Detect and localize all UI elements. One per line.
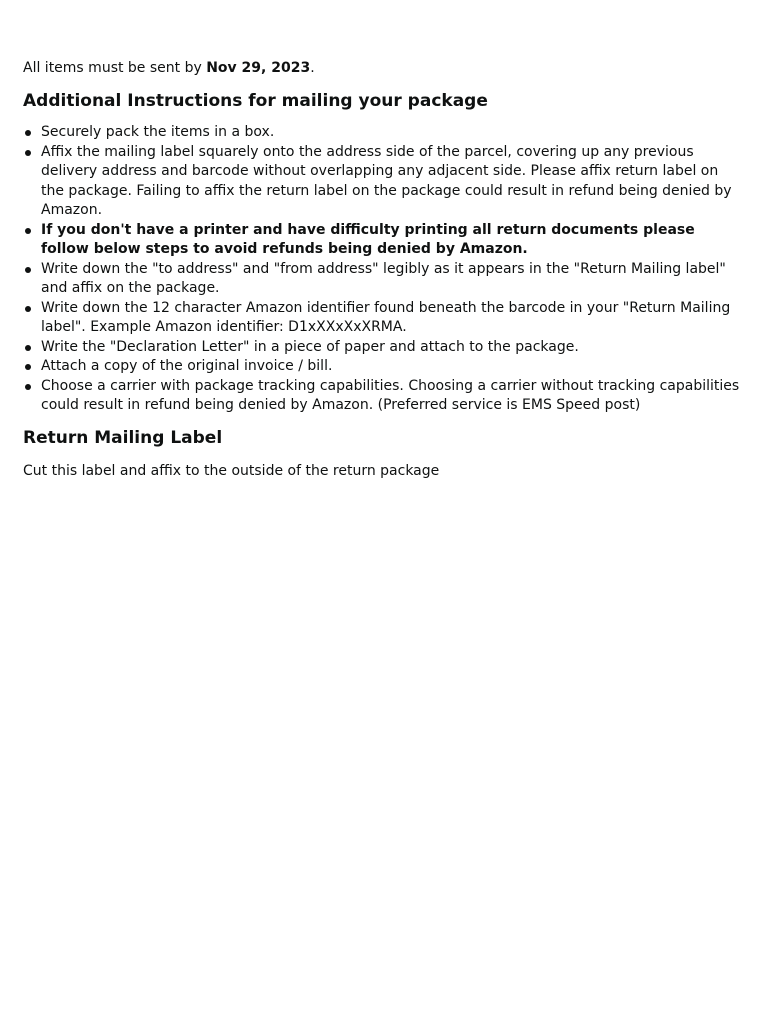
bullet-icon	[25, 345, 31, 351]
instruction-text: Attach a copy of the original invoice / bill.	[41, 358, 333, 374]
instruction-item	[23, 260, 745, 299]
bullet-icon	[25, 130, 31, 136]
deadline-prefix: All items must be sent by	[23, 60, 207, 76]
instruction-text: Securely pack the items in a box.	[41, 124, 275, 140]
return-instructions-page	[23, 58, 745, 481]
bullet-icon	[25, 267, 31, 273]
instruction-item	[23, 338, 745, 358]
deadline-date: Nov 29, 2023	[206, 60, 311, 76]
bullet-icon	[25, 228, 31, 234]
instruction-item	[23, 377, 745, 416]
instruction-text: Write down the 12 character Amazon identifier found beneath the barcode in your "Return Mailing label". Example Amazon identifier: D1xXXxXxXRMA.	[41, 299, 731, 335]
return-label-note: Cut this label and affix to the outside of the return package	[23, 462, 440, 479]
instruction-item	[23, 299, 745, 338]
instruction-text: If you don't have a printer and have difficulty printing all return documents please follow below steps to avoid refunds being denied by Amazon.	[41, 221, 695, 257]
instruction-item	[23, 357, 745, 377]
instruction-text: Write down the "to address" and "from address" legibly as it appears in the "Return Mailing label" and affix on the package.	[41, 260, 726, 296]
instruction-text: Affix the mailing label squarely onto the address side of the parcel, covering up any previous delivery address and barcode without overlapping any adjacent side. Please affix return label on the package. Failing to affix the return label on the package could result in refund being denied by Amazon.	[41, 143, 732, 218]
ship-by-deadline	[23, 58, 745, 78]
instructions-heading: Additional Instructions for mailing your package	[23, 91, 488, 111]
bullet-icon	[25, 150, 31, 156]
deadline-suffix: .	[310, 60, 315, 76]
instruction-text: Write the "Declaration Letter" in a piece of paper and attach to the package.	[41, 338, 579, 355]
instruction-item	[23, 143, 745, 221]
bullet-icon	[25, 364, 31, 370]
instructions-list	[23, 123, 745, 416]
instruction-text: Choose a carrier with package tracking capabilities. Choosing a carrier without tracking capabilities could result in refund being denied by Amazon. (Preferred service is EMS Speed post)	[41, 377, 740, 413]
bullet-icon	[25, 384, 31, 390]
bullet-icon	[25, 306, 31, 312]
return-label-heading: Return Mailing Label	[23, 427, 223, 448]
instruction-item	[23, 221, 745, 260]
instruction-item	[23, 123, 745, 143]
